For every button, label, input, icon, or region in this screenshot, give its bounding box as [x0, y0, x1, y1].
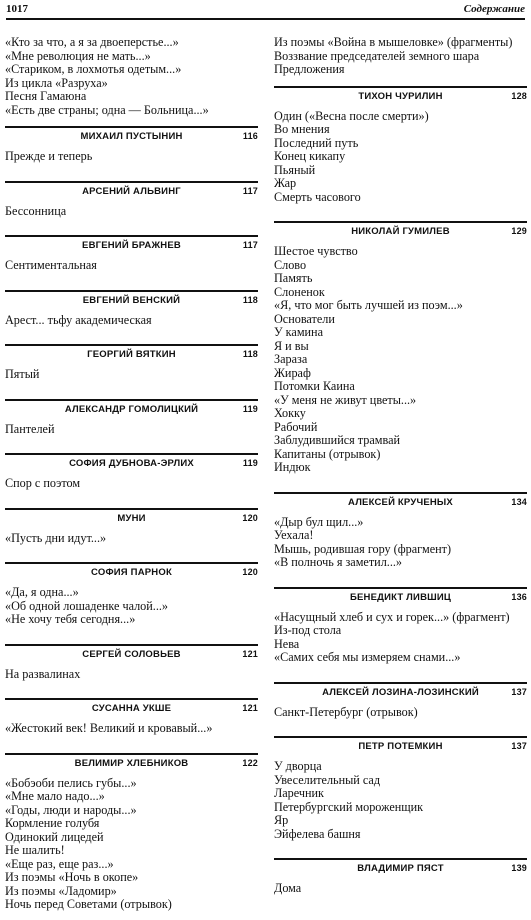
left-column	[5, 36, 258, 920]
section-spacer	[5, 273, 258, 281]
poem-title: «Еще раз, еще раз...»	[5, 856, 114, 871]
section-spacer	[5, 164, 258, 172]
poem-title: «Пусть дни идут...»	[5, 530, 107, 545]
author-name: СЕРГЕЙ СОЛОВЬЕВ	[82, 648, 181, 660]
author-header	[5, 508, 258, 525]
poem-title: У дворца	[274, 759, 322, 773]
poem-title: Нева	[274, 636, 300, 651]
toc-section	[5, 508, 258, 554]
toc-section	[274, 36, 527, 77]
poem-title: Из поэмы «Ладомир»	[5, 883, 117, 898]
page-number: 1017	[6, 3, 28, 15]
toc-section	[5, 453, 258, 499]
author-page-number: 117	[242, 185, 258, 196]
poem-title: «Годы, люди и народы...»	[5, 802, 137, 817]
author-header	[5, 562, 258, 579]
toc-section	[5, 235, 258, 281]
poem-title: «Мне мало надо...»	[5, 789, 105, 803]
toc-section	[5, 344, 258, 390]
section-spacer	[5, 218, 258, 226]
author-page-number: 139	[511, 863, 527, 873]
section-spacer	[274, 475, 527, 483]
author-name: АЛЕКСАНДР ГОМОЛИЦКИЙ	[64, 403, 199, 415]
author-page-number: 116	[242, 131, 258, 141]
poem-title: Прежде и теперь	[5, 149, 93, 163]
author-name: ЕВГЕНИЙ ВЕНСКИЙ	[82, 294, 181, 306]
author-name: АЛЕКСЕЙ КРУЧЕНЫХ	[348, 496, 453, 508]
poem-title: Слоненок	[274, 284, 325, 299]
author-header	[5, 644, 258, 661]
author-name: АЛЕКСЕЙ ЛОЗИНА-ЛОЗИНСКИЙ	[322, 686, 479, 698]
section-spacer	[5, 327, 258, 335]
poem-title: «Стариком, в лохмотья одетым...»	[5, 62, 182, 76]
poem-title: На развалинах	[5, 666, 81, 681]
poem-title: Конец кикапу	[274, 149, 346, 163]
section-spacer	[5, 382, 258, 390]
author-header	[5, 698, 258, 715]
poem-title: Одинокий лицедей	[5, 829, 104, 844]
poem-title: Пьяный	[274, 162, 316, 177]
toc-section	[5, 290, 258, 336]
poem-title: Из цикла «Разруха»	[5, 75, 108, 90]
section-spacer	[274, 570, 527, 578]
author-page-number: 134	[511, 496, 527, 507]
author-name: АРСЕНИЙ АЛЬВИНГ	[82, 185, 181, 197]
section-spacer	[274, 719, 527, 727]
poem-title: «Да, я одна...»	[5, 585, 79, 599]
toc-section	[5, 644, 258, 690]
poem-title: Из поэмы «Война в мышеловке» (фрагменты)	[274, 35, 513, 49]
section-spacer	[274, 204, 527, 212]
poem-title: Мышь, родившая гору (фрагмент)	[274, 541, 452, 556]
author-header	[5, 235, 258, 252]
toc-section	[274, 858, 527, 904]
poem-title: Эйфелева башня	[274, 826, 361, 841]
poem-title: «В полночь я заметил...»	[274, 555, 403, 569]
poem-title: Спор с поэтом	[5, 476, 81, 490]
poem-title: Песня Гамаюна	[5, 89, 87, 103]
poem-title: Дома	[274, 881, 302, 895]
author-name: ЕВГЕНИЙ БРАЖНЕВ	[82, 240, 181, 251]
author-header	[274, 858, 527, 875]
author-name: СУСАННА УКШЕ	[91, 703, 172, 714]
section-spacer	[5, 736, 258, 744]
author-header	[5, 399, 258, 416]
author-header	[274, 587, 527, 604]
author-page-number: 137	[511, 741, 527, 751]
toc-section	[274, 736, 527, 849]
running-head	[6, 2, 525, 20]
poem-title: Предложения	[274, 62, 345, 76]
author-name: НИКОЛАЙ ГУМИЛЕВ	[351, 226, 450, 237]
poem-title: Воззвание председателей земного шара	[274, 48, 480, 63]
author-page-number: 128	[511, 90, 527, 101]
poem-title: Пятый	[5, 367, 40, 381]
poem-title: «Насущный хлеб и сух и горек...» (фрагмент)	[274, 609, 510, 624]
poem-title: Из-под стола	[274, 623, 342, 637]
right-column	[274, 36, 527, 904]
author-name: ВЕЛИМИР ХЛЕБНИКОВ	[74, 757, 189, 769]
poem-title: Жар	[274, 176, 297, 190]
poem-title: Зараза	[274, 352, 308, 366]
toc-section	[5, 698, 258, 744]
poem-title: «Кто за что, а я за двоеперстье...»	[5, 35, 179, 49]
author-page-number: 119	[242, 458, 258, 468]
author-header	[5, 344, 258, 361]
author-name: СОФИЯ ДУБНОВА-ЭРЛИХ	[69, 458, 194, 469]
poem-title: Санкт-Петербург (отрывок)	[274, 704, 418, 719]
author-page-number: 118	[242, 349, 258, 359]
author-page-number: 122	[242, 757, 258, 768]
author-header	[274, 736, 527, 753]
author-header	[5, 181, 258, 198]
section-spacer	[5, 491, 258, 499]
toc-section	[5, 399, 258, 445]
section-spacer	[5, 681, 258, 689]
author-page-number: 137	[511, 686, 527, 697]
poem-title: Яр	[274, 813, 289, 827]
poem-title: Последний путь	[274, 135, 359, 150]
author-name: МИХАИЛ ПУСТЫНИН	[80, 131, 183, 142]
author-name: ВЛАДИМИР ПЯСТ	[357, 863, 444, 874]
poem-title: Уехала!	[274, 528, 314, 542]
poem-title: Бессонница	[5, 203, 67, 218]
poem-title: Сентиментальная	[5, 258, 97, 272]
poem-title: У камина	[274, 325, 323, 339]
poem-title: «Об одной лошаденке чалой...»	[5, 598, 169, 613]
section-spacer	[274, 841, 527, 849]
poem-title: «У меня не живут цветы...»	[274, 392, 417, 407]
author-header	[5, 753, 258, 770]
poem-title: Один («Весна после смерти»)	[274, 108, 429, 123]
toc-section	[5, 181, 258, 227]
poem-title: Заблудившийся трамвай	[274, 433, 401, 447]
poem-title: Ларечник	[274, 786, 324, 800]
poem-title: Петербургский мороженщик	[274, 799, 424, 814]
toc-section	[5, 753, 258, 920]
author-header	[274, 682, 527, 699]
poem-title: Увеселительный сад	[274, 772, 381, 787]
author-header	[5, 290, 258, 307]
author-page-number: 121	[242, 648, 258, 659]
author-name: БЕНЕДИКТ ЛИВШИЦ	[349, 591, 452, 603]
section-spacer	[5, 545, 258, 553]
poem-title: «Не хочу тебя сегодня...»	[5, 612, 136, 626]
author-header	[274, 492, 527, 509]
poem-title: «Есть две страны; одна — Больница...»	[5, 102, 209, 117]
toc-section	[5, 126, 258, 172]
poem-title: Основатели	[274, 311, 335, 326]
section-spacer	[5, 912, 258, 920]
poem-title: Слово	[274, 257, 307, 272]
poem-title: Смерть часового	[274, 189, 361, 204]
author-page-number: 120	[242, 512, 258, 523]
author-name: СОФИЯ ПАРНОК	[91, 567, 172, 578]
toc-section	[274, 221, 527, 483]
author-name: МУНИ	[117, 512, 146, 524]
section-spacer	[274, 665, 527, 673]
author-header	[5, 126, 258, 143]
poem-title: Во мнения	[274, 122, 330, 136]
poem-title: «Дыр бул щил...»	[274, 514, 364, 529]
poem-title: «Жестокий век! Великий и кровавый...»	[5, 721, 213, 735]
poem-title: Я и вы	[274, 338, 309, 353]
author-page-number: 119	[242, 403, 258, 414]
toc-section	[5, 36, 258, 117]
poem-title: Капитаны (отрывок)	[274, 446, 381, 461]
poem-title: Ночь перед Советами (отрывок)	[5, 897, 172, 911]
section-spacer	[5, 436, 258, 444]
poem-title: Шестое чувство	[274, 244, 358, 258]
author-page-number: 129	[511, 226, 527, 236]
poem-title: Арест... тьфу академическая	[5, 312, 152, 327]
toc-section	[5, 562, 258, 635]
running-title: Содержание	[463, 3, 525, 15]
poem-title: Не шалить!	[5, 843, 65, 857]
author-page-number: 117	[242, 240, 258, 250]
poem-title: Потомки Каина	[274, 379, 355, 393]
poem-title: Жираф	[274, 365, 311, 380]
section-spacer	[5, 627, 258, 635]
section-spacer	[274, 896, 527, 904]
poem-title: Пантелей	[5, 421, 55, 436]
poem-title: Индюк	[274, 460, 311, 474]
poem-title: Кормление голубя	[5, 816, 100, 830]
toc-section	[274, 682, 527, 728]
poem-title: Память	[274, 271, 313, 285]
toc-section	[274, 587, 527, 673]
toc-section	[274, 86, 527, 213]
poem-title: Хокку	[274, 406, 306, 420]
author-page-number: 136	[511, 591, 527, 602]
author-page-number: 121	[242, 703, 258, 713]
poem-title: «Самих себя мы измеряем снами...»	[274, 650, 461, 664]
author-name: ПЕТР ПОТЕМКИН	[358, 741, 443, 752]
poem-title: Рабочий	[274, 419, 318, 434]
author-header	[274, 221, 527, 238]
author-header	[5, 453, 258, 470]
poem-title: «Я, что мог быть лучшей из поэм...»	[274, 298, 463, 312]
author-header	[274, 86, 527, 103]
toc-section	[274, 492, 527, 578]
author-name: ГЕОРГИЙ ВЯТКИН	[87, 349, 176, 360]
author-page-number: 120	[242, 567, 258, 577]
poem-title: «Мне революция не мать...»	[5, 48, 151, 63]
poem-title: «Бобэоби пелись губы...»	[5, 775, 137, 790]
author-page-number: 118	[242, 294, 258, 305]
poem-title: Из поэмы «Ночь в окопе»	[5, 870, 139, 884]
author-name: ТИХОН ЧУРИЛИН	[358, 90, 443, 102]
